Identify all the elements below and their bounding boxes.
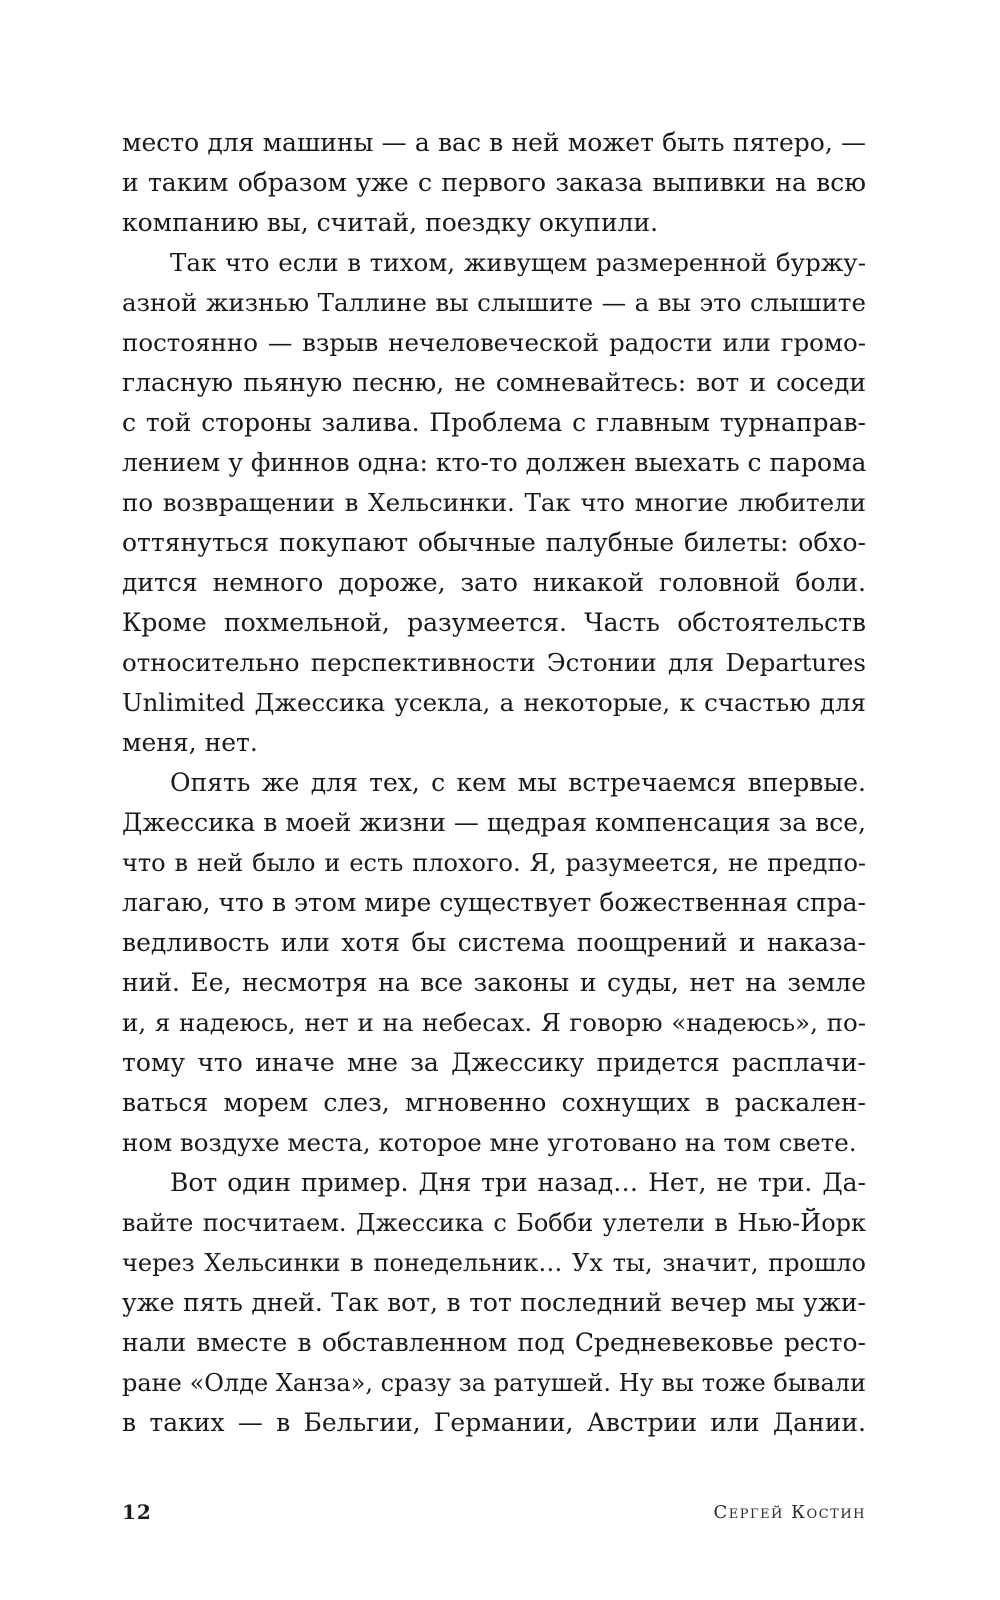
text-line: в таких — в Бельгии, Германии, Австрии или Дании. <box>122 1408 866 1437</box>
text-line: ваться морем слез, мгновенно сохнущих в раскален- <box>122 1088 866 1117</box>
text-line: дится немного дороже, зато никакой головной боли. <box>122 568 866 597</box>
text-line: вайте посчитаем. Джессика с Бобби улетели в Нью-Йорк <box>122 1209 866 1237</box>
page-number: 12 <box>122 1500 152 1524</box>
text-line: Кроме похмельной, разумеется. Часть обстоятельств <box>122 608 866 637</box>
text-line: ний. Ее, несмотря на все законы и суды, нет на земле <box>122 968 866 997</box>
text-line: лением у финнов одна: кто-то должен выехать с парома <box>122 448 867 477</box>
text-line: ране «Олде Ханза», сразу за ратушей. Ну вы тоже бывали <box>122 1369 866 1397</box>
text-line: и таким образом уже с первого заказа выпивки на всю <box>122 168 866 197</box>
text-line: через Хельсинки в понедельник… Ух ты, значит, прошло <box>122 1249 866 1277</box>
text-line: лагаю, что в этом мире существует божественная спра- <box>122 888 866 917</box>
text-line: и, я надеюсь, нет и на небесах. Я говорю «надеюсь», по- <box>122 1008 866 1037</box>
text-line: ведливость или хотя бы система поощрений и наказа- <box>122 928 866 957</box>
text-line: Unlimited Джессика усекла, а некоторые, к счастью для <box>122 688 866 717</box>
text-line: по возвращении в Хельсинки. Так что многие любители <box>122 488 866 517</box>
text-line: место для машины — а вас в ней может быть пятеро, — <box>122 128 866 157</box>
text-line: что в ней было и есть плохого. Я, разумеется, не предпо- <box>122 849 866 877</box>
text-line: гласную пьяную песню, не сомневайтесь: вот и соседи <box>122 368 866 397</box>
text-line: относительно перспективности Эстонии для Departures <box>122 648 866 677</box>
text-line: азной жизнью Таллине вы слышите — а вы это слышите <box>122 288 866 317</box>
text-line: нали вместе в обставленном под Средневековье ресто- <box>122 1328 866 1357</box>
text-line: меня, нет. <box>122 728 258 757</box>
text-line: с той стороны залива. Проблема с главным турнаправ- <box>122 408 866 437</box>
text-line: Вот один пример. Дня три назад… Нет, не три. Да- <box>170 1168 866 1197</box>
text-line: компанию вы, считай, поездку окупили. <box>122 208 659 237</box>
text-line: постоянно — взрыв нечеловеческой радости или громо- <box>122 328 866 357</box>
text-line: оттянуться покупают обычные палубные билеты: обхо- <box>122 528 866 557</box>
text-line: тому что иначе мне за Джессику придется расплачи- <box>122 1048 866 1077</box>
text-line: Джессика в моей жизни — щедрая компенсация за все, <box>122 808 866 837</box>
text-line: Опять же для тех, с кем мы встречаемся впервые. <box>170 768 866 797</box>
text-line: уже пять дней. Так вот, в тот последний вечер мы ужи- <box>122 1288 866 1317</box>
page-footer <box>122 1500 866 1530</box>
body-text <box>122 123 866 1443</box>
running-foot-author: Сергей Костин <box>713 1502 866 1523</box>
text-line: Так что если в тихом, живущем размеренной буржу- <box>170 248 866 277</box>
text-line: ном воздухе места, которое мне уготовано на том свете. <box>122 1128 857 1157</box>
